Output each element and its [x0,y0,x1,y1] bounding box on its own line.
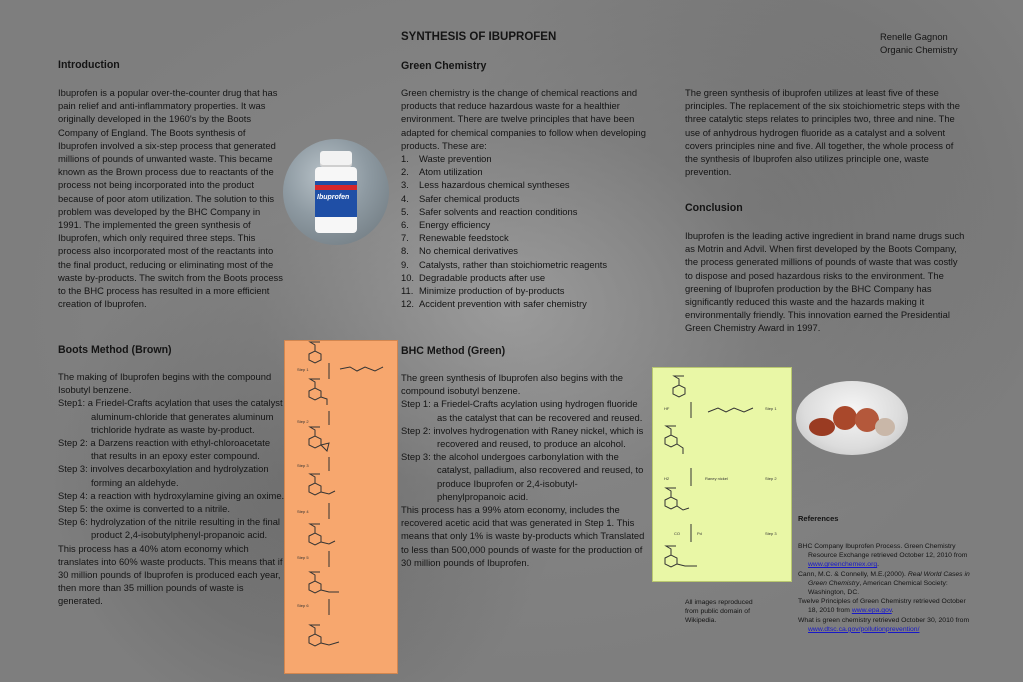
boots-label-step6: Step 6 [297,603,309,608]
bottle-label-text: Ibuprofen [317,194,350,201]
principle-text: Catalysts, rather than stoichiometric reagents [419,258,608,270]
principle-text: Accident prevention with safer chemistry [419,298,587,310]
bottle-cap [320,151,352,167]
boots-steps [58,396,286,541]
boots-intro: The making of Ibuprofen begins with the compound Isobutyl benzene. [58,371,272,396]
reference-link[interactable]: www.epa.gov [851,607,892,615]
bhc-summary: This process has a 99% atom economy, includes the recovered acetic acid that was generated in Step 1. This means that only 1% is waste by-products which Translated to less than 500,000 pounds of waste for the production of 30 million pounds of Ibuprofen. [401,504,645,568]
boots-molecule-2 [309,379,327,405]
bhc-label-hf: HF [664,406,670,411]
principle-item [401,165,659,178]
boots-molecule-5 [309,524,335,545]
tablet-1 [809,418,835,436]
bhc-molecule-3 [665,488,689,510]
boots-step: Step 6: hydrolyzation of the nitrile resulting in the final product 2,4-isobutylphenyl-propanoic acid. [58,516,281,541]
bhc-intro: The green synthesis of Ibuprofen also begins with the compound isobutyl benzene. [401,372,624,397]
principle-number: 4. [401,192,409,204]
principle-item [401,231,659,244]
boots-step: Step 5: the oxime is converted to a nitrile. [58,503,230,515]
green-chemistry-section [401,86,659,310]
principle-number: 10. [401,271,415,283]
principles-list [401,152,659,310]
reference-item [798,570,974,598]
boots-section [58,370,286,608]
principle-item [401,192,659,205]
boots-step: Step 2: a Darzens reaction with ethyl-chloroacetate that results in an epoxy ester compound. [58,437,271,462]
principle-item [401,244,659,257]
boots-molecule-4 [309,474,335,495]
reference-item [798,616,974,634]
ibuprofen-bottle-image [283,139,389,245]
tablet-2 [833,406,857,430]
conclusion-text: Ibuprofen is the leading active ingredient in brand name drugs such as Motrin and Advil. When first developed by the Boots Company, the process generated millions of pounds of waste that was costly to dispose and posed hazardous risks to the environment. The greening of Ibuprofen production by the BHC Company has significantly reduced this waste and the hazards making it environmentally friendly. This innovation earned the Presidential Green Chemistry Award in 1997. [685,230,965,334]
images-note: All images reproduced from public domain of Wikipedia. [685,599,753,625]
introduction-text: Ibuprofen is a popular over-the-counter drug that has pain relief and anti-inflammatory properties. It was originally developed in the 1960's by the Boots Company of England. The Boots synthesis of Ibuprofen involved a six-step process that generated millions of pounds of unwanted waste. This became known as the Brown process due to reactants of the process not being incorporated into the product because of poor atom utilization. The solution to this problem was developed by the BHC Company in 1991. The implemented the green synthesis of Ibuprofen, which only required three steps. This process also incorporated most of the reactants into the final product, reducing or eliminating most of the waste by-products. The switch from the Boots process to the BHC process has resulted in a more efficient creation of Ibuprofen. [58,87,283,310]
boots-summary: This process has a 40% atom economy which translates into 60% waste products. This means that if 30 million pounds of Ibuprofen is produced each year, then more than 35 million pounds of waste is generated. [58,542,283,607]
principle-number: 1. [401,153,409,165]
boots-heading: Boots Method (Brown) [58,344,172,356]
boots-label-step5: Step 5 [297,555,309,560]
references-list [798,542,974,634]
reference-link[interactable]: www.greenchemex.org [808,561,878,569]
bhc-heading: BHC Method (Green) [401,345,506,357]
green-synthesis-text: The green synthesis of ibuprofen utilizes at least five of these principles. The replacement of the six stoichiometric steps with the three catalytic steps relates to principles two, three and nine. The use of anhydrous hydrogen fluoride as a catalyst and a solvent covers principles nine and five. All together, the whole process of the synthesis of Ibuprofen also utilizes principle one, waste prevention. [685,87,960,178]
boots-step: Step1: a Friedel-Crafts acylation that uses the catalyst aluminum-chloride that generates aluminum trichloride hydrate as waste by-product. [58,397,283,435]
bhc-diagram-svg [653,368,791,581]
bottle-label [315,181,357,217]
bhc-step: Step 2: involves hydrogenation with Raney nickel, which is recovered and reused, to produce an alcohol. [401,424,644,450]
bhc-step: Step 1: a Friedel-Crafts acylation using hydrogen fluoride as the catalyst that can be recovered and reused. [401,398,643,423]
bhc-label-raney: Raney nickel [705,476,728,481]
author-name: Renelle Gagnon [880,31,948,42]
bottle-label-stripe [315,185,357,190]
bhc-label-step3: Step 3 [765,531,777,536]
principle-item [401,271,659,284]
bhc-diagram [652,367,792,582]
reference-item [798,542,974,570]
bhc-section [401,371,645,569]
boots-molecule-6 [309,572,339,593]
boots-diagram-svg [285,341,397,673]
principle-text: Renewable feedstock [419,232,509,244]
principle-item [401,284,659,297]
bhc-label-h2: H2 [664,476,670,481]
reference-tail: , American Chemical Society: Washington, DC. [808,579,948,597]
bhc-label-co: CO [674,531,680,536]
bhc-molecule-2 [665,426,683,454]
principle-number: 11. [401,285,414,297]
principle-number: 9. [401,258,409,270]
bhc-molecule-4 [665,546,697,567]
boots-molecule-1 [309,342,321,363]
principle-item [401,258,659,271]
boots-step: Step 4: a reaction with hydroxylamine giving an oxime. [58,489,285,501]
boots-reagent-chain [340,367,383,371]
references-heading: References [798,514,839,523]
bhc-label-pd: Pd [697,531,702,536]
introduction-heading: Introduction [58,59,120,71]
boots-label-step2: Step 2 [297,419,309,424]
principle-number: 8. [401,245,409,257]
bhc-molecule-1 [673,376,685,397]
reference-title: Real World Cases in Green Chemistry [808,570,970,587]
principle-item [401,178,659,191]
boots-label-step4: Step 4 [297,509,309,514]
principle-text: Degradable products after use [419,271,546,283]
bhc-label-step2: Step 2 [765,476,777,481]
principle-number: 3. [401,179,409,191]
reference-text: Cann, M.C. & Connelly, M.E.(2000). [798,570,908,578]
reference-tail: . [877,561,880,569]
principle-item [401,297,659,310]
page-title: SYNTHESIS OF IBUPROFEN [401,31,557,43]
boots-diagram [284,340,398,674]
green-chemistry-intro: Green chemistry is the change of chemical reactions and products that reduce hazardous waste for a healthier environment. There are twelve principles that have been adapted for chemical companies to follow when developing products. These are: [401,87,646,151]
boots-molecule-7 [309,625,339,646]
reference-link[interactable]: www.dtsc.ca.gov/pollutionprevention/ [808,625,920,633]
course-name: Organic Chemistry [880,44,958,55]
bhc-label-step1: Step 1 [765,406,777,411]
reference-text: What is green chemistry retrieved October 30, 2010 from [798,616,970,624]
principle-number: 12. [401,298,415,310]
principle-text: No chemical derivatives [419,245,518,257]
reference-item [798,597,974,615]
principle-text: Energy efficiency [419,219,491,231]
principle-number: 7. [401,232,409,244]
principle-text: Minimize production of by-products [419,285,565,297]
reference-tail: . [891,607,894,615]
principle-text: Less hazardous chemical syntheses [419,179,570,191]
boots-label-step1: Step 1 [297,367,309,372]
bhc-step: Step 3: the alcohol undergoes carbonylation with the catalyst, palladium, also recovered and reused, to produce Ibuprofen or 2,4-isobutyl-phenylpropanoic acid. [401,451,644,502]
principle-number: 6. [401,219,409,231]
principle-number: 5. [401,205,409,217]
principle-text: Atom utilization [419,166,483,178]
ibuprofen-tablets-image [796,381,908,455]
boots-step: Step 3: involves decarboxylation and hydrolyzation forming an aldehyde. [58,463,269,488]
boots-label-step3: Step 3 [297,463,309,468]
principle-item [401,152,659,165]
bhc-reagent-chain [708,408,753,412]
principle-text: Safer solvents and reaction conditions [419,205,578,217]
reference-text: Twelve Principles of Green Chemistry retrieved October 18, 2010 from [798,598,966,615]
principle-item [401,205,659,218]
principle-text: Waste prevention [419,153,492,165]
reference-text: BHC Company Ibuprofen Process. Green Chemistry Resource Exchange retrieved October 12, 2010 from [798,543,968,560]
principle-item [401,218,659,231]
conclusion-heading: Conclusion [685,202,743,214]
tablet-4 [875,418,895,436]
principle-text: Safer chemical products [419,192,520,204]
green-chemistry-heading: Green Chemistry [401,60,487,72]
boots-molecule-3 [309,427,329,451]
bhc-steps [401,397,645,503]
principle-number: 2. [401,166,409,178]
